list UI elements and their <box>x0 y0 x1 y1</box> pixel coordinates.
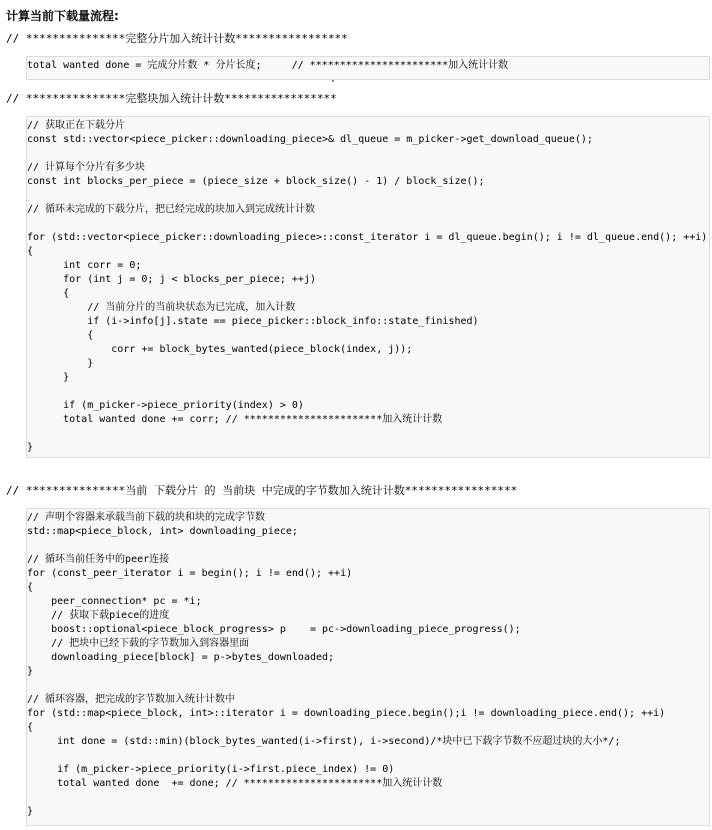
code-line: downloading_piece[block] = p->bytes_downloaded; <box>27 652 335 663</box>
code-block-partial-block <box>26 508 710 826</box>
code-line: // 把块中已经下载的字节数加入到容器里面 <box>27 638 250 649</box>
code-line: } <box>27 666 34 677</box>
code-line: // 循环容器，把完成的字节数加入统计计数中 <box>27 694 236 705</box>
code-line: boost::optional<piece_block_progress> p = pc->downloading_piece_progress(); <box>27 624 521 635</box>
code-line <box>27 749 709 763</box>
code-line <box>27 385 709 399</box>
code-line: for (std::vector<piece_picker::downloading_piece>::const_iterator i = dl_queue.begin(); i != dl_queue.end(); ++i) <box>27 232 708 243</box>
code-line: int done = (std::min)(block_bytes_wanted(i->first), i->second)/*块中已下载字节数不应超过块的大小*/; <box>27 736 621 747</box>
code-block-full-block <box>26 116 710 458</box>
code-line <box>27 217 709 231</box>
code-line <box>27 147 709 161</box>
code-line <box>27 189 709 203</box>
code-line: const std::vector<piece_picker::downloading_piece>& dl_queue = m_picker->get_download_queue(); <box>27 134 593 145</box>
code-block-full-piece <box>26 56 710 80</box>
code-line <box>27 427 709 441</box>
section-heading-full-block: // ***************完整块加入统计计数***************** <box>6 92 337 105</box>
code-line: } <box>27 442 34 453</box>
code-line <box>27 679 709 693</box>
code-line: for (int j = 0; j < blocks_per_piece; ++j) <box>27 274 316 285</box>
code-line: for (const_peer_iterator i = begin(); i != end(); ++i) <box>27 568 353 579</box>
section-heading-full-piece: // ***************完整分片加入统计计数***************** <box>6 32 348 45</box>
code-line: // 获取下载piece的进度 <box>27 610 170 621</box>
code-line: corr += block_bytes_wanted(piece_block(index, j)); <box>27 344 413 355</box>
code-line: total wanted done = 完成分片数 * 分片长度; // ***********************加入统计计数 <box>27 60 509 71</box>
code-line: } <box>27 806 34 817</box>
code-line: if (i->info[j].state == piece_picker::block_info::state_finished) <box>27 316 479 327</box>
code-line: total wanted done += corr; // ***********************加入统计计数 <box>27 414 443 425</box>
code-line: } <box>27 358 94 369</box>
code-line: peer_connection* pc = *i; <box>27 596 202 607</box>
code-line <box>27 791 709 805</box>
code-line: { <box>27 582 34 593</box>
code-line: total wanted done += done; // ***********************加入统计计数 <box>27 778 443 789</box>
code-line: } <box>27 372 70 383</box>
code-line: { <box>27 288 70 299</box>
code-line: { <box>27 722 34 733</box>
code-line: const int blocks_per_piece = (piece_size + block_size() - 1) / block_size(); <box>27 176 485 187</box>
code-line: // 获取正在下载分片 <box>27 120 126 131</box>
code-line <box>27 539 709 553</box>
code-line: if (m_picker->piece_priority(i->first.piece_index) != 0) <box>27 764 395 775</box>
code-line: for (std::map<piece_block, int>::iterator i = downloading_piece.begin();i != downloading_piece.end(); ++i) <box>27 708 666 719</box>
stray-dot <box>332 80 334 82</box>
code-line: // 循环当前任务中的peer连接 <box>27 554 170 565</box>
page-title: 计算当前下载量流程: <box>6 9 119 23</box>
code-line: { <box>27 330 94 341</box>
code-line: { <box>27 246 34 257</box>
code-line: // 当前分片的当前块状态为已完成，加入计数 <box>27 302 296 313</box>
code-line: // 声明个容器来承载当前下载的块和块的完成字节数 <box>27 512 266 523</box>
code-line: int corr = 0; <box>27 260 142 271</box>
code-line: std::map<piece_block, int> downloading_piece; <box>27 526 298 537</box>
code-line: if (m_picker->piece_priority(index) > 0) <box>27 400 304 411</box>
section-heading-partial-block: // ***************当前 下载分片 的 当前块 中完成的字节数加入统计计数***************** <box>6 484 518 497</box>
code-line: // 计算每个分片有多少块 <box>27 162 146 173</box>
code-line: // 循环未完成的下载分片，把已经完成的块加入到完成统计计数 <box>27 204 316 215</box>
